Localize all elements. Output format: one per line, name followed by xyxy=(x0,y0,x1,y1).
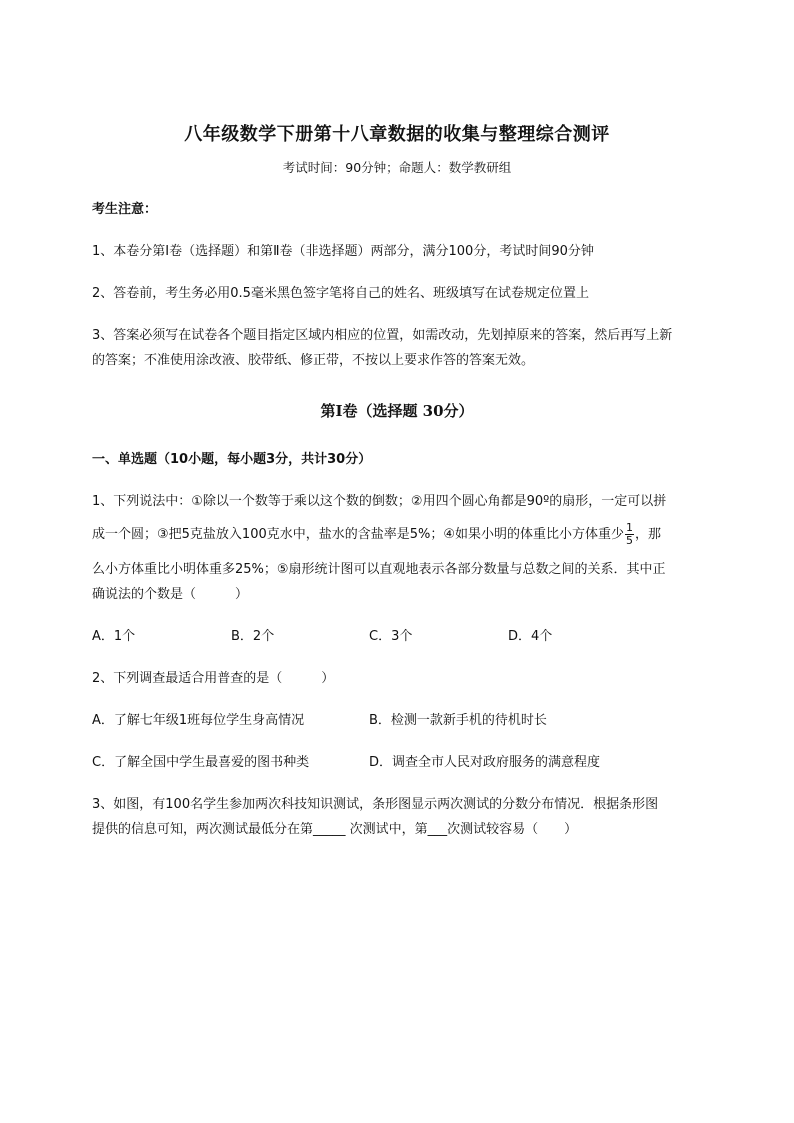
section-title: 第I卷（选择题 30分） xyxy=(320,402,474,420)
q1-option-b[interactable]: B．2个 xyxy=(231,629,275,644)
q1-line-2-tail: ，那 xyxy=(635,527,662,542)
q2-option-a[interactable]: A．了解七年级1班每位学生身高情况 xyxy=(92,713,305,728)
notice-item-1: 1、本卷分第I卷（选择题）和第Ⅱ卷（非选择题）两部分，满分100分，考试时间90分钟 xyxy=(92,244,594,259)
q3-line-2: 提供的信息可知，两次测试最低分在第_____ 次测试中，第___次测试较容易（ ） xyxy=(92,822,578,837)
q1-line-2 xyxy=(92,522,661,547)
fraction-denominator: 5 xyxy=(626,534,634,547)
fraction-numerator: 1 xyxy=(626,521,634,534)
notice-item-3: 3、答案必须写在试卷各个题目指定区域内相应的位置，如需改动，先划掉原来的答案，然后再写上新 xyxy=(92,328,673,343)
q1-line-3: 么小方体重比小明体重多25%；⑤扇形统计图可以直观地表示各部分数量与总数之间的关系．其中正 xyxy=(92,562,666,577)
notice-heading: 考生注意： xyxy=(92,202,158,217)
q2-option-c[interactable]: C．了解全国中学生最喜爱的图书种类 xyxy=(92,755,310,770)
exam-title: 八年级数学下册第十八章数据的收集与整理综合测评 xyxy=(184,124,610,145)
q2-option-b[interactable]: B．检测一款新手机的待机时长 xyxy=(369,713,547,728)
q1-option-d[interactable]: D．4个 xyxy=(508,629,553,644)
q2-stem: 2、下列调查最适合用普查的是（ ） xyxy=(92,671,335,686)
q1-line-4: 确说法的个数是（ ） xyxy=(92,587,249,602)
q2-option-d[interactable]: D．调查全市人民对政府服务的满意程度 xyxy=(369,755,601,770)
fraction xyxy=(625,522,634,547)
q1-line-2-text: 成一个圆；③把5克盐放入100克水中，盐水的含盐率是5%；④如果小明的体重比小方体重少 xyxy=(92,527,625,542)
notice-item-2: 2、答卷前，考生务必用0.5毫米黑色签字笔将自己的姓名、班级填写在试卷规定位置上 xyxy=(92,286,589,301)
q1-option-c[interactable]: C．3个 xyxy=(369,629,413,644)
part-heading: 一、单选题（10小题，每小题3分，共计30分） xyxy=(92,452,372,467)
notice-item-3-cont: 的答案；不准使用涂改液、胶带纸、修正带，不按以上要求作答的答案无效。 xyxy=(92,353,535,368)
exam-subtitle: 考试时间：90分钟；命题人：数学教研组 xyxy=(282,160,512,175)
q1-option-a[interactable]: A．1个 xyxy=(92,629,136,644)
q1-line-1: 1、下列说法中：①除以一个数等于乘以这个数的倒数；②用四个圆心角都是90º的扇形，一定可以拼 xyxy=(92,494,667,509)
q3-line-1: 3、如图，有100名学生参加两次科技知识测试，条形图显示两次测试的分数分布情况．根据条形图 xyxy=(92,797,659,812)
